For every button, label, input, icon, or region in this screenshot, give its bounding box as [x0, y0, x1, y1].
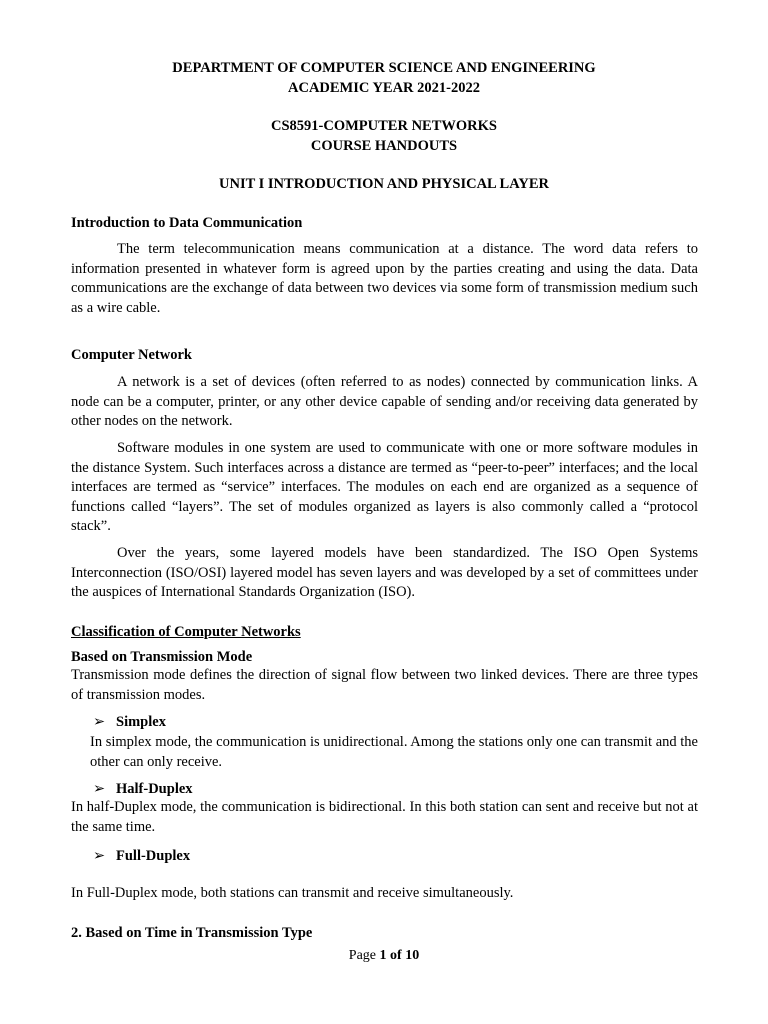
network-text-1: A network is a set of devices (often referred to as nodes) connected by communication links. A node can be a computer, printer, or any other device capable of sending and/or receiving data generated by other nodes on the network. — [71, 374, 698, 430]
arrow-bullet-icon: ➢ — [93, 781, 106, 797]
intro-heading: Introduction to Data Communication — [71, 215, 303, 231]
full-duplex-paragraph: In Full-Duplex mode, both stations can transmit and receive simultaneously. — [71, 885, 514, 901]
network-paragraph-2 — [71, 439, 698, 537]
full-duplex-bullet — [93, 846, 190, 866]
mode-heading: Based on Transmission Mode — [71, 649, 253, 665]
classification-heading: Classification of Computer Networks — [71, 624, 301, 640]
half-duplex-label: Half-Duplex — [116, 781, 193, 797]
page-word: Page — [348, 948, 377, 963]
mode-paragraph: Transmission mode defines the direction of signal flow between two linked devices. There are three types of transmission modes. — [71, 667, 698, 703]
intro-paragraph — [71, 240, 698, 318]
half-duplex-paragraph: In half-Duplex mode, the communication is bidirectional. In this both station can sent and receive but not at the same time. — [71, 799, 698, 835]
page-number: 1 — [379, 948, 387, 963]
page-footer — [0, 948, 768, 964]
simplex-bullet — [93, 712, 166, 732]
page-total: 10 — [405, 948, 420, 963]
academic-year: ACADEMIC YEAR 2021-2022 — [288, 80, 480, 96]
network-text-3: Over the years, some layered models have been standardized. The ISO Open Systems Interconnection (ISO/OSI) layered model has seven layers and was developed by a set of committees under the auspices of International Standards Organization (ISO). — [71, 545, 698, 601]
intro-text: The term telecommunication means communication at a distance. The word data refers to information presented in whatever form is agreed upon by the parties creating and using the data. Data communications are the exchange of data between two devices via some form of transmission medium such as a wire cable. — [71, 241, 698, 316]
full-duplex-label: Full-Duplex — [116, 848, 191, 864]
department-title: DEPARTMENT OF COMPUTER SCIENCE AND ENGINEERING — [172, 60, 596, 76]
arrow-bullet-icon: ➢ — [93, 848, 106, 864]
network-heading: Computer Network — [71, 347, 192, 363]
of-word: of — [390, 948, 402, 963]
unit-title: UNIT I INTRODUCTION AND PHYSICAL LAYER — [219, 176, 549, 192]
network-paragraph-3 — [71, 544, 698, 603]
time-heading: 2. Based on Time in Transmission Type — [71, 925, 313, 941]
arrow-bullet-icon: ➢ — [93, 714, 106, 730]
network-paragraph-1 — [71, 373, 698, 432]
simplex-label: Simplex — [116, 714, 166, 730]
course-title: CS8591-COMPUTER NETWORKS — [271, 118, 497, 134]
handouts-title: COURSE HANDOUTS — [310, 138, 458, 154]
simplex-paragraph: In simplex mode, the communication is unidirectional. Among the stations only one can transmit and the other can only receive. — [90, 734, 698, 770]
half-duplex-bullet — [93, 779, 193, 799]
network-text-2: Software modules in one system are used to communicate with one or more software modules in the distance System. Such interfaces across a distance are termed as “peer-to-peer” interfaces; and the local interfaces are termed as “service” interfaces. The modules on each end are organized as a sequence of functions called “layers”. The set of modules organized as layers is also commonly called a “protocol stack”. — [71, 440, 698, 535]
